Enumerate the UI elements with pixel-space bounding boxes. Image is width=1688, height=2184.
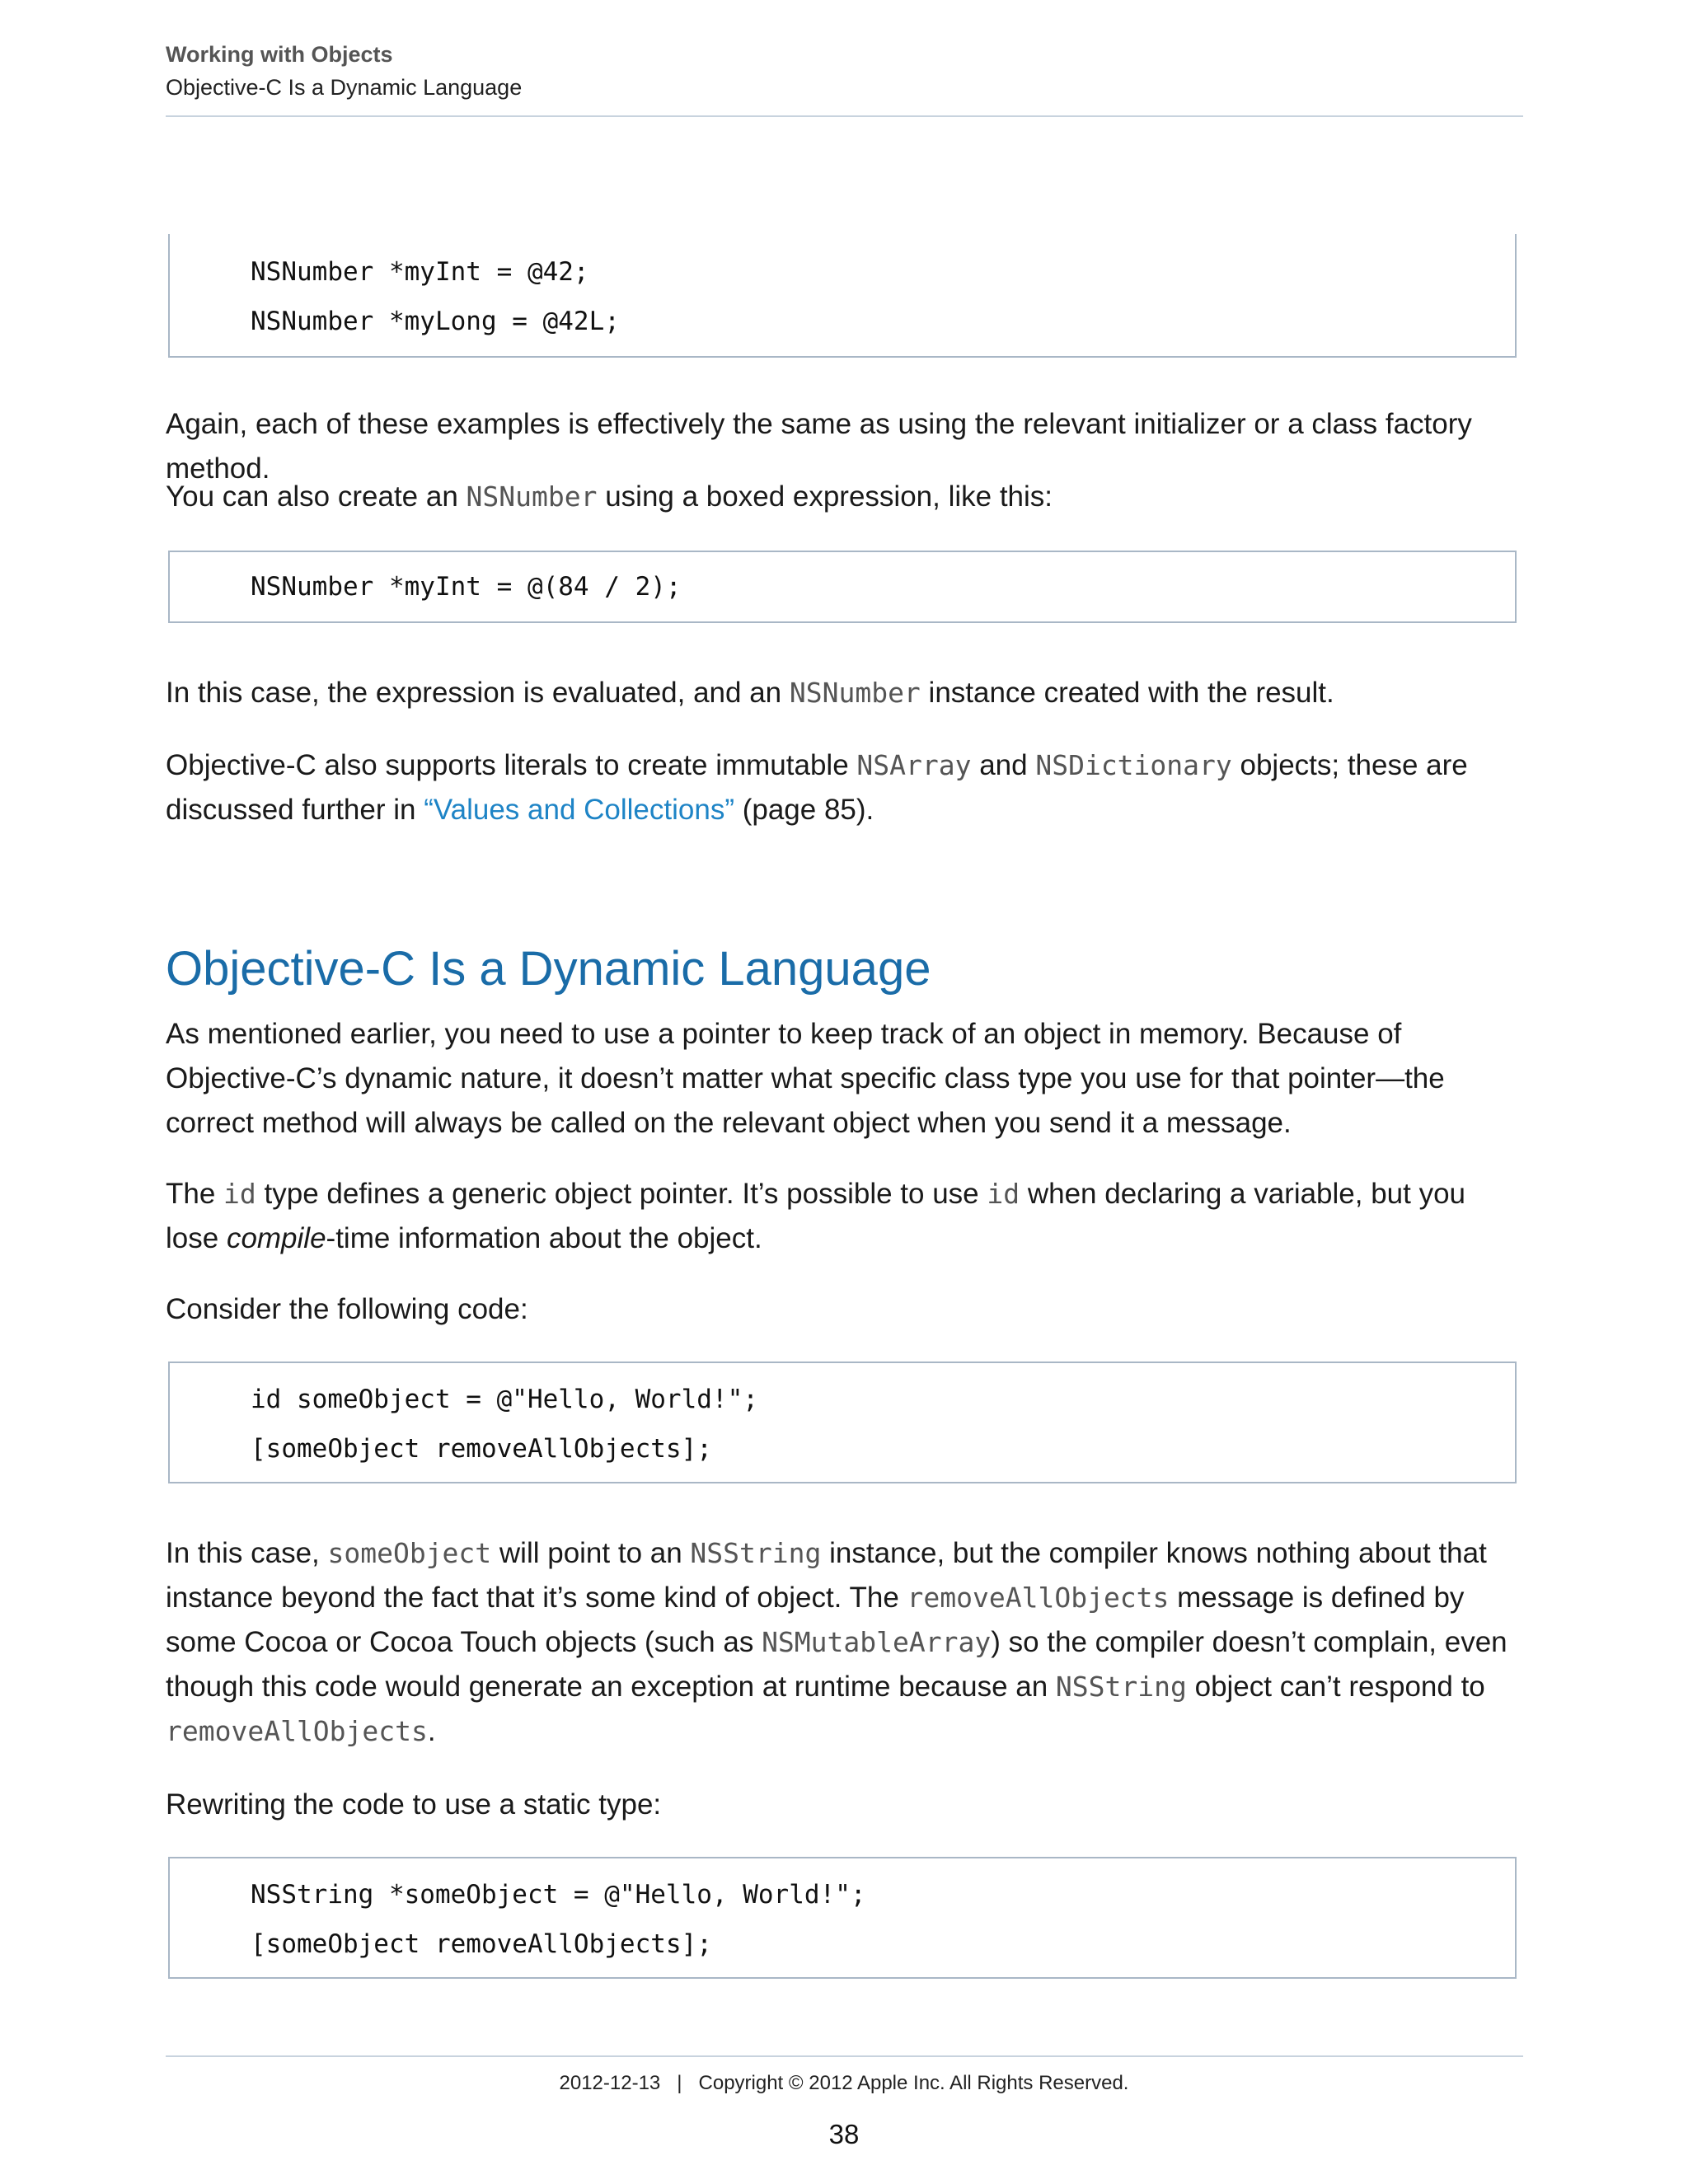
text: objects; these are discussed further in — [166, 749, 1468, 826]
text: -time information about the object. — [326, 1222, 762, 1254]
code-block-number-literals — [168, 234, 1517, 358]
values-and-collections-link[interactable]: “Values and Collections” — [424, 794, 734, 826]
footer-copyright: 2012-12-13 | Copyright © 2012 Apple Inc. All Rights Reserved. — [559, 2072, 1129, 2094]
inline-code: removeAllObjects — [166, 1715, 428, 1747]
code-block-static-type — [168, 1857, 1517, 1979]
inline-code: NSArray — [856, 749, 972, 781]
text: and — [971, 749, 1036, 781]
text: type defines a generic object pointer. It’s possible to use — [256, 1178, 987, 1210]
text: when declaring a variable, but you lose — [166, 1178, 1466, 1254]
paragraph-in-this-case — [166, 1531, 1526, 1754]
paragraph-literals — [166, 743, 1526, 832]
section-heading: Objective-C Is a Dynamic Language — [166, 942, 931, 996]
inline-code: removeAllObjects — [907, 1582, 1170, 1614]
code-line: [someObject removeAllObjects]; — [251, 1929, 712, 1959]
inline-code: NSNumber — [789, 677, 921, 709]
page-number: 38 — [828, 2119, 860, 2149]
text: . — [427, 1715, 436, 1747]
inline-code: NSString — [1055, 1671, 1187, 1703]
paragraph-mentioned: As mentioned earlier, you need to use a pointer to keep track of an object in memory. Because of Objective-C’s dynamic nature, it doesn’t matter what specific class type you use for that pointer—the correct method will always be called on the relevant object when you send it a message. — [166, 1018, 1445, 1139]
header-divider — [166, 115, 1523, 117]
text: object can’t respond to — [1186, 1671, 1485, 1703]
text: You can also create an — [166, 480, 467, 513]
code-block-boxed-expression — [168, 551, 1517, 623]
inline-code: NSString — [690, 1537, 822, 1569]
footer-divider — [166, 2055, 1523, 2057]
code-line: NSNumber *myInt = @(84 / 2); — [251, 572, 682, 602]
code-line: NSString *someObject = @"Hello, World!"; — [251, 1880, 866, 1910]
code-line: NSNumber *myLong = @42L; — [251, 307, 620, 336]
code-line: NSNumber *myInt = @42; — [251, 257, 589, 287]
text: In this case, the expression is evaluated, and an — [166, 677, 790, 709]
running-header — [166, 38, 1523, 104]
text: (page 85). — [734, 794, 874, 826]
paragraph-consider: Consider the following code: — [166, 1293, 528, 1325]
inline-code: someObject — [327, 1537, 492, 1569]
paragraph-evaluated — [166, 671, 1526, 715]
text: The — [166, 1178, 224, 1210]
text: instance, but the compiler knows nothing about that instance beyond the fact that it’s some kind of object. The — [166, 1537, 1487, 1614]
section-title: Objective-C Is a Dynamic Language — [166, 75, 523, 100]
paragraph-id-type — [166, 1172, 1526, 1261]
inline-code: NSDictionary — [1035, 749, 1232, 781]
inline-code: NSMutableArray — [762, 1626, 992, 1658]
emphasis: compile — [226, 1222, 326, 1254]
text: Objective-C also supports literals to create immutable — [166, 749, 857, 781]
code-block-id-example — [168, 1361, 1517, 1483]
inline-code: id — [987, 1178, 1020, 1210]
paragraph-rewriting: Rewriting the code to use a static type: — [166, 1788, 662, 1821]
chapter-title: Working with Objects — [166, 42, 393, 67]
text: instance created with the result. — [920, 677, 1334, 709]
text: message is defined by some Cocoa or Cocoa Touch objects (such as — [166, 1582, 1465, 1658]
paragraph-again: Again, each of these examples is effectively the same as using the relevant initializer or a class factory method. — [166, 408, 1472, 485]
text: In this case, — [166, 1537, 328, 1569]
text: using a boxed expression, like this: — [597, 480, 1053, 513]
text: ) so the compiler doesn’t complain, even though this code would generate an exception at runtime because an — [166, 1626, 1507, 1703]
inline-code: id — [223, 1178, 256, 1210]
inline-code: NSNumber — [466, 480, 598, 513]
code-line: id someObject = @"Hello, World!"; — [251, 1385, 758, 1414]
code-line: [someObject removeAllObjects]; — [251, 1434, 712, 1464]
text: will point to an — [491, 1537, 691, 1569]
paragraph-boxed-expression — [166, 475, 1526, 519]
